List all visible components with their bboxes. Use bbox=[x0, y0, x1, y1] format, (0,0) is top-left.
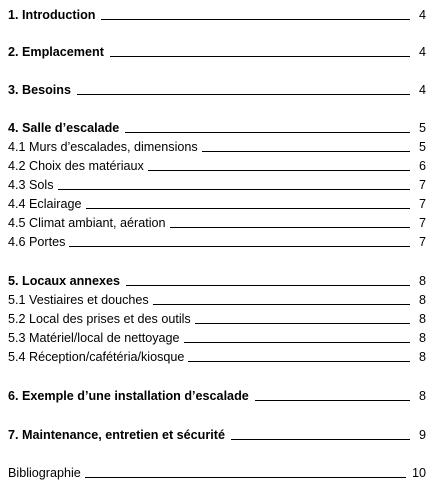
toc-entry-murs-escalades[interactable] bbox=[8, 137, 426, 155]
toc-leader-line bbox=[255, 400, 410, 401]
toc-entry-choix-materiaux[interactable] bbox=[8, 156, 426, 174]
toc-leader-line bbox=[77, 94, 410, 95]
toc-page-number: 7 bbox=[418, 216, 426, 230]
toc-entry-label: 4.6 Portes bbox=[8, 235, 66, 249]
toc-entry-label: 5.1 Vestiaires et douches bbox=[8, 293, 149, 307]
toc-entry-label: 2. Emplacement bbox=[8, 45, 104, 59]
toc-page-number: 8 bbox=[418, 274, 426, 288]
toc-page-number: 5 bbox=[418, 140, 426, 154]
toc-page-number: 5 bbox=[418, 121, 426, 135]
toc-leader-line bbox=[69, 246, 410, 247]
toc-leader-line bbox=[110, 56, 410, 57]
toc-entry-label: 7. Maintenance, entretien et sécurité bbox=[8, 428, 225, 442]
toc-entry-maintenance[interactable] bbox=[8, 425, 426, 443]
toc-leader-line bbox=[125, 132, 410, 133]
toc-entry-portes[interactable] bbox=[8, 232, 426, 250]
toc-entry-vestiaires-douches[interactable] bbox=[8, 290, 426, 308]
toc-leader-line bbox=[58, 189, 410, 190]
toc-entry-label: Bibliographie bbox=[8, 466, 81, 480]
toc-entry-local-prises-outils[interactable] bbox=[8, 309, 426, 327]
toc-entry-label: 4.2 Choix des matériaux bbox=[8, 159, 144, 173]
toc-entry-label: 4.3 Sols bbox=[8, 178, 54, 192]
toc-entry-label: 6. Exemple d’une installation d’escalade bbox=[8, 389, 249, 403]
toc-entry-introduction[interactable] bbox=[8, 5, 426, 23]
toc-entry-materiel-nettoyage[interactable] bbox=[8, 328, 426, 346]
toc-page-number: 6 bbox=[418, 159, 426, 173]
toc-entry-reception-cafeteria[interactable] bbox=[8, 347, 426, 365]
toc-entry-label: 5.2 Local des prises et des outils bbox=[8, 312, 191, 326]
toc-entry-label: 4.4 Eclairage bbox=[8, 197, 82, 211]
toc-page-number: 10 bbox=[411, 466, 426, 480]
toc-page-number: 8 bbox=[418, 350, 426, 364]
toc-page-number: 7 bbox=[418, 197, 426, 211]
toc-leader-line bbox=[195, 323, 410, 324]
toc-page-number: 8 bbox=[418, 293, 426, 307]
toc-leader-line bbox=[148, 170, 410, 171]
toc-leader-line bbox=[86, 208, 410, 209]
toc-entry-emplacement[interactable] bbox=[8, 42, 426, 60]
toc-page-number: 8 bbox=[418, 312, 426, 326]
toc-page-number: 8 bbox=[418, 331, 426, 345]
toc-entry-label: 5.3 Matériel/local de nettoyage bbox=[8, 331, 180, 345]
toc-leader-line bbox=[153, 304, 410, 305]
toc-page-number: 9 bbox=[418, 428, 426, 442]
toc-entry-label: 3. Besoins bbox=[8, 83, 71, 97]
toc-page-number: 7 bbox=[418, 235, 426, 249]
toc-page-number: 8 bbox=[418, 389, 426, 403]
toc-page-number: 4 bbox=[418, 8, 426, 22]
toc-entry-bibliographie[interactable] bbox=[8, 463, 426, 481]
toc-page-number: 4 bbox=[418, 83, 426, 97]
toc-leader-line bbox=[126, 285, 410, 286]
toc-leader-line bbox=[85, 477, 406, 478]
toc-leader-line bbox=[188, 361, 410, 362]
toc-entry-salle-escalade[interactable] bbox=[8, 118, 426, 136]
toc-page-number: 4 bbox=[418, 45, 426, 59]
toc-leader-line bbox=[202, 151, 410, 152]
toc-leader-line bbox=[101, 19, 410, 20]
toc-entry-label: 5. Locaux annexes bbox=[8, 274, 120, 288]
toc-entry-eclairage[interactable] bbox=[8, 194, 426, 212]
toc-page-number: 7 bbox=[418, 178, 426, 192]
toc-entry-label: 4. Salle d’escalade bbox=[8, 121, 120, 135]
toc-leader-line bbox=[231, 439, 410, 440]
toc-entry-sols[interactable] bbox=[8, 175, 426, 193]
toc-entry-besoins[interactable] bbox=[8, 80, 426, 98]
toc-entry-locaux-annexes[interactable] bbox=[8, 271, 426, 289]
toc-entry-climat-aeration[interactable] bbox=[8, 213, 426, 231]
toc-entry-label: 1. Introduction bbox=[8, 8, 96, 22]
toc-entry-label: 5.4 Réception/cafétéria/kiosque bbox=[8, 350, 185, 364]
toc-leader-line bbox=[170, 227, 410, 228]
toc-entry-label: 4.5 Climat ambiant, aération bbox=[8, 216, 166, 230]
toc-leader-line bbox=[184, 342, 410, 343]
toc-entry-label: 4.1 Murs d’escalades, dimensions bbox=[8, 140, 198, 154]
toc-entry-exemple-installation[interactable] bbox=[8, 386, 426, 404]
